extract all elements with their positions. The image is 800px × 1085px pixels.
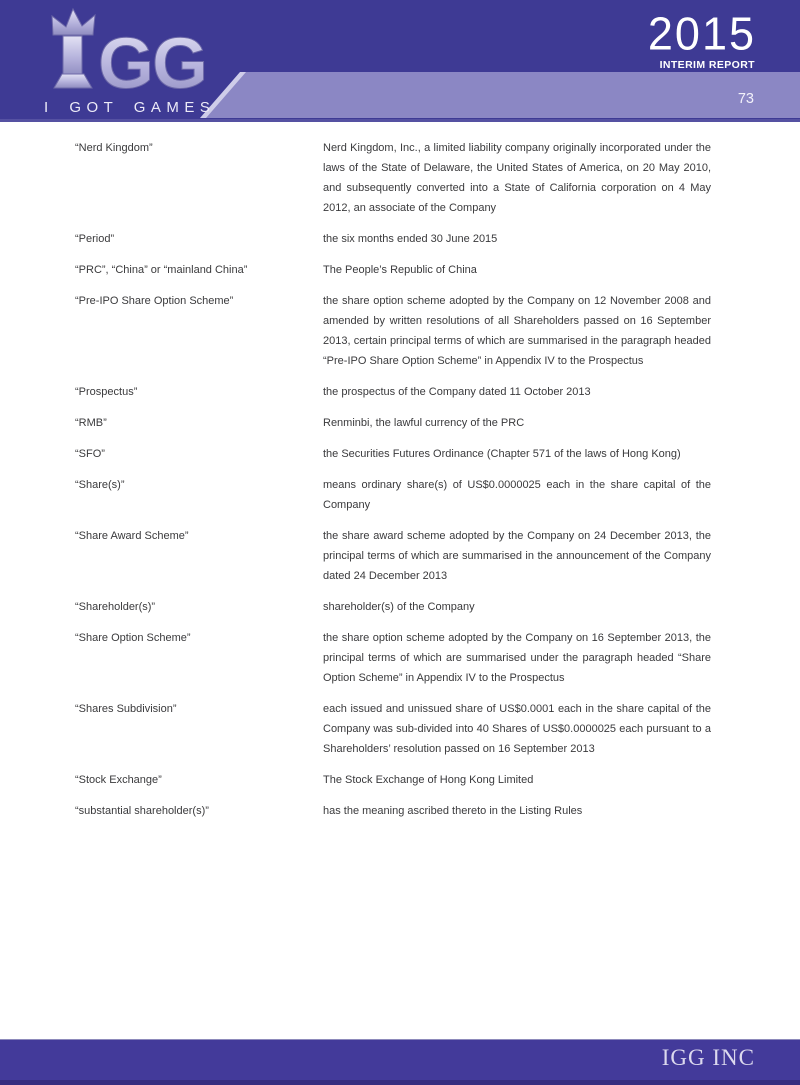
page-footer	[0, 1039, 800, 1085]
definition-text: the share award scheme adopted by the Company on 24 December 2013, the principal terms of which are summarised in the announcement of the Company dated 24 December 2013	[323, 530, 711, 582]
footer-company-name: IGG INC	[661, 1045, 755, 1070]
definition-text: each issued and unissued share of US$0.0001 each in the share capital of the Company was sub-divided into 40 Shares of US$0.0000025 each pursuant to a Shareholders’ resolution passed on 16 September 2013	[323, 703, 711, 755]
definition-term: “Share Award Scheme”	[75, 530, 189, 542]
definition-text: means ordinary share(s) of US$0.0000025 each in the share capital of the Company	[323, 479, 711, 511]
definition-row	[75, 229, 725, 249]
page-number: 73	[737, 91, 754, 107]
definitions-list	[75, 138, 725, 832]
igg-logo-icon	[38, 6, 218, 105]
definition-text: the share option scheme adopted by the Company on 16 September 2013, the principal terms of which are summarised under the paragraph headed “Share Option Scheme” in Appendix IV to the Prospectus	[323, 632, 711, 684]
svg-text:GG: GG	[98, 24, 207, 100]
definition-row	[75, 801, 725, 821]
definition-term: “Pre-IPO Share Option Scheme”	[75, 295, 234, 307]
definition-row	[75, 628, 725, 688]
definition-row	[75, 382, 725, 402]
definition-term: “Share Option Scheme”	[75, 632, 191, 644]
definition-text: The Stock Exchange of Hong Kong Limited	[323, 774, 534, 786]
definition-row	[75, 138, 725, 218]
definition-text: the Securities Futures Ordinance (Chapter 571 of the laws of Hong Kong)	[323, 448, 681, 460]
definition-text: the six months ended 30 June 2015	[323, 233, 498, 245]
definition-term: “Stock Exchange”	[75, 774, 162, 786]
definition-row	[75, 699, 725, 759]
definition-term: “substantial shareholder(s)”	[75, 805, 209, 817]
footer-bottom-strip	[0, 1080, 800, 1085]
definition-text: Renminbi, the lawful currency of the PRC	[323, 417, 525, 429]
definition-term: “SFO”	[75, 448, 105, 460]
definition-term: “Period”	[75, 233, 115, 245]
definition-text: shareholder(s) of the Company	[323, 601, 475, 613]
definition-text: The People’s Republic of China	[323, 264, 477, 276]
definition-text: Nerd Kingdom, Inc., a limited liability company originally incorporated under the laws of the State of Delaware, the United States of America, on 20 May 2010, and subsequently converted into a State of California corporation on 4 May 2012, an associate of the Company	[323, 142, 711, 214]
definition-term: “PRC”, “China” or “mainland China”	[75, 264, 248, 276]
definition-term: “Prospectus”	[75, 386, 138, 398]
definition-row	[75, 526, 725, 586]
definition-term: “Share(s)”	[75, 479, 125, 491]
page-header	[0, 0, 800, 122]
definition-text: the prospectus of the Company dated 11 October 2013	[323, 386, 591, 398]
definition-term: “Shareholder(s)”	[75, 601, 156, 613]
header-divider	[0, 119, 800, 122]
definition-row	[75, 475, 725, 515]
definition-term: “RMB”	[75, 417, 107, 429]
logo-tagline: I GOT GAMES	[44, 99, 216, 116]
report-type-label: INTERIM REPORT	[659, 59, 755, 71]
definition-row	[75, 770, 725, 790]
definition-row	[75, 260, 725, 280]
definition-term: “Shares Subdivision”	[75, 703, 177, 715]
definition-term: “Nerd Kingdom”	[75, 142, 153, 154]
definition-text: has the meaning ascribed thereto in the Listing Rules	[323, 805, 583, 817]
definition-text: the share option scheme adopted by the Company on 12 November 2008 and amended by written resolutions of all Shareholders passed on 16 September 2013, certain principal terms of which are summarised in the paragraph headed “Pre-IPO Share Option Scheme” in Appendix IV to the Prospectus	[323, 295, 711, 367]
definition-row	[75, 413, 725, 433]
report-year: 2015	[647, 7, 756, 60]
definition-row	[75, 444, 725, 464]
definition-row	[75, 291, 725, 371]
definition-row	[75, 597, 725, 617]
